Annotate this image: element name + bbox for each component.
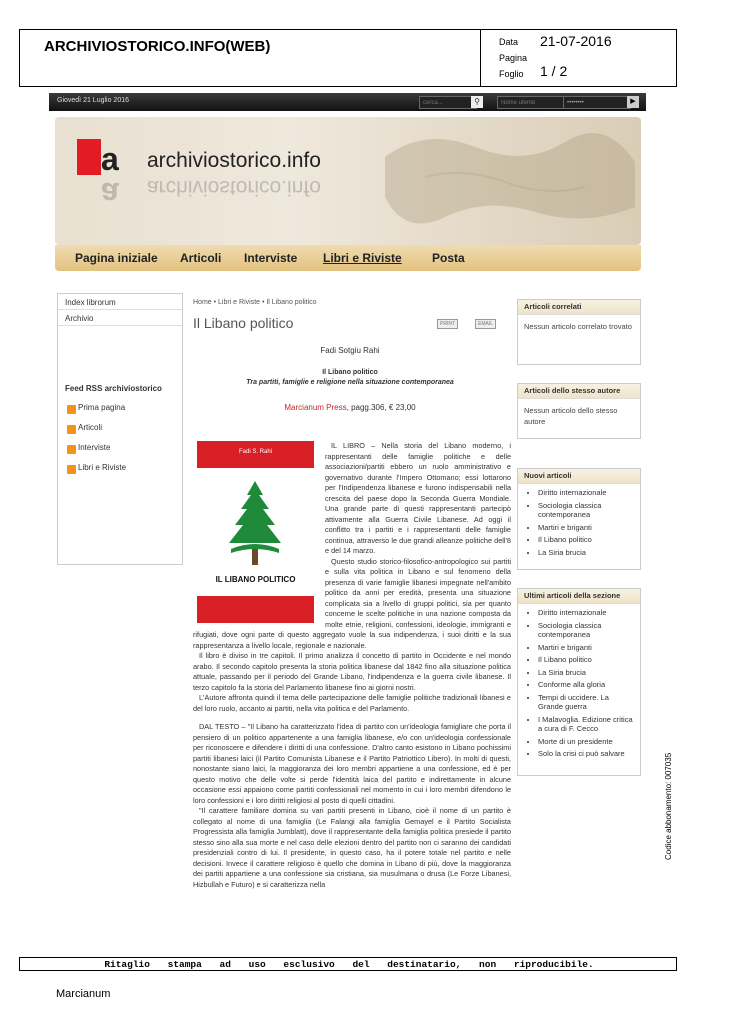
paragraph: IL LIBRO – Nella storia del Libano moderno, i rappresentanti delle famiglie politiche e delle associazioni/partiti ebbero un ruolo amministrativo e governativo durante l'Impero Ottomano; essi lottarono per l'Indipendenza libanese e furono indispensabili nella crescita del paese dopo la Seconda Guerra Mondiale. Una grande parte di questi rappresentanti partecipò attivamente alla Guerra Civile Libanese. Ad oggi il conflitto tra i partiti e i rappresentanti delle famiglie continua, attraverso le due grandi alleanze politiche dell'8 e del 14 marzo. [325, 441, 511, 555]
cover-title: IL LIBANO POLITICO [215, 575, 296, 584]
search-button[interactable] [471, 96, 483, 108]
logo-text: archiviostorico.info [147, 149, 321, 172]
box-text: Nessun articolo dello stesso autore [524, 406, 618, 426]
print-button[interactable]: PRINT [437, 319, 458, 329]
topbar-date: Giovedì 21 Luglio 2016 [57, 97, 129, 104]
clipping-footer [19, 957, 677, 971]
rss-icon [67, 405, 76, 414]
paragraph: Il libro è diviso in tre capitoli. Il primo analizza il concetto di partito in Occidente e nel mondo arabo. Il secondo capitolo presenta la storia politica libanese dal 1842 fino alla situazione politica attuale, passando per il periodo del Grande Libano, l'indipendenza e la guerra civile libanese. Il terzo capitolo fa la storia del Parlamento libanese fino ai giorni nostri. [193, 651, 511, 692]
clipping-source: ARCHIVIOSTORICO.INFO(WEB) [44, 38, 271, 55]
sidebar-link-index[interactable]: Index librorum [65, 298, 116, 307]
site-banner [55, 117, 641, 245]
page-label: Pagina [499, 53, 528, 63]
list-item[interactable]: • La Siria brucia [538, 668, 634, 678]
list-item[interactable]: • Martiri e briganti [538, 643, 634, 653]
list-item[interactable]: • Morte di un presidente [538, 737, 634, 747]
list-item[interactable]: • I Malavoglia. Edizione critica a cura di F. Cecco [538, 715, 634, 734]
list-item[interactable]: • Il Libano politico [538, 535, 634, 545]
feed-link-articles[interactable]: Articoli [78, 423, 103, 432]
right-sidebar [517, 293, 639, 957]
feed-link-interviews[interactable]: Interviste [78, 443, 111, 452]
section-articles-box [517, 588, 641, 776]
list-item[interactable]: • Martiri e briganti [538, 523, 634, 533]
logo-red-block [77, 139, 101, 175]
list-item[interactable]: • Sociologia classica contemporanea [538, 501, 634, 520]
sheet-label: Foglio [499, 69, 524, 79]
divider [58, 325, 182, 326]
feed-title: Feed RSS archiviostorico [65, 384, 162, 393]
date-value: 21-07-2016 [540, 33, 612, 49]
cover-author: Fadi S. Rahi [238, 449, 272, 455]
main-nav [55, 245, 641, 271]
paragraph: DAL TESTO – "Il Libano ha caratterizzato l'idea di partito con un'ideologia famigliare che porta il pensiero di un politico appartenente a una famiglia libanese, e/o con un'ideologia confessionale per riconoscere e difendere i diritti di una confessione. D'altro canto esistono in Libano pochissimi partiti libanesi laici (il Partito Comunista Libanese e il Partito Patriottico Libero). In molti di questi, nonostante siano laici, la maggioranza dei loro membri appartiene a una confessione, ed è per questo motivo che delle volte si perde l'identità laica del partito e indirettamente in alcune occasione essi appaiono come partiti confessionali nel momento in cui i loro membri difendono le loro confessioni e i loro diritti religiosi al posto di quelli cittadini. [193, 722, 511, 805]
date-label: Data [499, 37, 519, 47]
list-item[interactable]: • La Siria brucia [538, 548, 634, 558]
nav-mail[interactable]: Posta [432, 251, 465, 265]
box-title: Articoli dello stesso autore [518, 384, 640, 399]
nav-home[interactable]: Pagina iniziale [75, 251, 158, 265]
logo-text-reflection: archiviostorico.info [147, 176, 321, 199]
box-title: Ultimi articoli della sezione [518, 589, 640, 604]
logo-letter-reflection: a [101, 176, 119, 212]
divider [58, 309, 182, 310]
footer-source: Marcianum [56, 988, 111, 1000]
play-arrow-icon: ▶ [630, 98, 636, 105]
map-background-icon [365, 117, 641, 247]
new-articles-box [517, 468, 641, 570]
clipping-meta [480, 30, 678, 86]
clipping-header [19, 29, 677, 87]
article-author: Fadi Sotgiu Rahi [320, 346, 380, 355]
email-button[interactable]: EMAIL [475, 319, 496, 329]
logo-letter: a [101, 141, 119, 177]
list-item[interactable]: • Diritto internazionale [538, 608, 634, 618]
subscription-code: Codice abbonamento: 007035 [664, 752, 673, 860]
login-button[interactable] [627, 96, 639, 108]
related-articles-box [517, 299, 641, 365]
section-articles-list [518, 604, 640, 766]
paragraph: Questo studio storico-filosofico-antropologico sui partiti e sulla vita politica in Libano e sul fenomeno della presenza di varie famiglie libanesi impegnate nell'ambito politico da anni per eredità, presenta una situazione complicata sia a livello di gruppi politici, sia per quanto concerne le scelte politiche in una nazione composta da molte etnie, religioni, confessioni, ideologie, immigranti e rifugiati, dove ogni parte di questo aggregato vuole la sua indipendenza, i suoi diritti e la sua rappresentanza a livello locale, regionale e nazionale. [193, 556, 511, 650]
book-cover [197, 441, 314, 623]
top-bar [49, 93, 646, 111]
list-item[interactable]: • Diritto internazionale [538, 488, 634, 498]
cover-bottom-band [197, 596, 314, 623]
nav-books-magazines[interactable]: Libri e Riviste [323, 251, 402, 265]
book-title: Il Libano politico [322, 369, 378, 376]
cover-top-band [197, 441, 314, 468]
rss-icon [67, 445, 76, 454]
footer-notice: Ritaglio stampa ad uso esclusivo del destinatario, non riproducibile. [104, 959, 594, 970]
nav-interviews[interactable]: Interviste [244, 251, 298, 265]
list-item[interactable]: • Sociologia classica contemporanea [538, 621, 634, 640]
cedar-tree-icon [225, 479, 285, 569]
publisher-details: , pagg.306, € 23,00 [346, 403, 416, 412]
feed-link-books[interactable]: Libri e Riviste [78, 463, 127, 472]
breadcrumb[interactable]: Home • Libri e Riviste • Il Libano politico [193, 299, 317, 306]
publisher-line [187, 403, 513, 412]
webpage-screenshot [49, 93, 646, 957]
list-item[interactable]: • Conforme alla gloria [538, 680, 634, 690]
box-title: Articoli correlati [518, 300, 640, 315]
article-title: Il Libano politico [193, 315, 294, 331]
rss-icon [67, 425, 76, 434]
nav-articles[interactable]: Articoli [180, 251, 222, 265]
search-icon: ⚲ [474, 97, 480, 106]
list-item[interactable]: • Solo la crisi ci può salvare [538, 749, 634, 759]
left-sidebar [57, 293, 183, 565]
article-content [187, 293, 513, 957]
new-articles-list [518, 484, 640, 564]
same-author-box [517, 383, 641, 439]
sidebar-link-archive[interactable]: Archivio [65, 314, 94, 323]
rss-icon [67, 465, 76, 474]
sheet-value: 1 / 2 [540, 63, 568, 79]
publisher-link[interactable]: Marcianum Press [284, 403, 347, 412]
password-input[interactable] [563, 96, 631, 109]
box-title: Nuovi articoli [518, 469, 640, 484]
paragraph: "Il carattere familiare domina su vari partiti presenti in Libano, cioè il nome di un partito è collegato al nome di una famiglia (Le Falangi alla famiglia Gemayel e il Partito Socialista Progressista alla famiglia Jumblatt), dove il rappresentante della famiglia politica presiede il partito stesso sino alla sua morte e nel caso delle elezioni dentro del partito non ci saranno dei candidati presidenziali contro di lui. Il presidente, in questo caso, ha il potere totale nel partito e nelle decisioni. Invece il carattere religioso è quello che domina in Libano di più, dove la maggioranza dei partiti appartiene a una confessione sia cristiana, sia musulmana o drusa (Le Forze Libanesi, Hizbullah e Futuro) e si caratterizza nella [193, 806, 511, 889]
list-item[interactable]: • Tempi di uccidere. La Grande guerra [538, 693, 634, 712]
box-text: Nessun articolo correlato trovato [524, 322, 632, 331]
paragraph: L'Autore affronta quindi il tema delle partecipazione delle famiglie politiche tradizionali libanesi e del loro ruolo, accanto ai partiti, nella vita politica e del Parlamento. [193, 693, 511, 713]
book-subtitle: Tra partiti, famiglie e religione nella situazione contemporanea [246, 379, 454, 386]
list-item[interactable]: • Il Libano politico [538, 655, 634, 665]
username-input[interactable] [497, 96, 565, 109]
feed-link-home[interactable]: Prima pagina [78, 403, 126, 412]
search-input[interactable] [419, 96, 477, 109]
